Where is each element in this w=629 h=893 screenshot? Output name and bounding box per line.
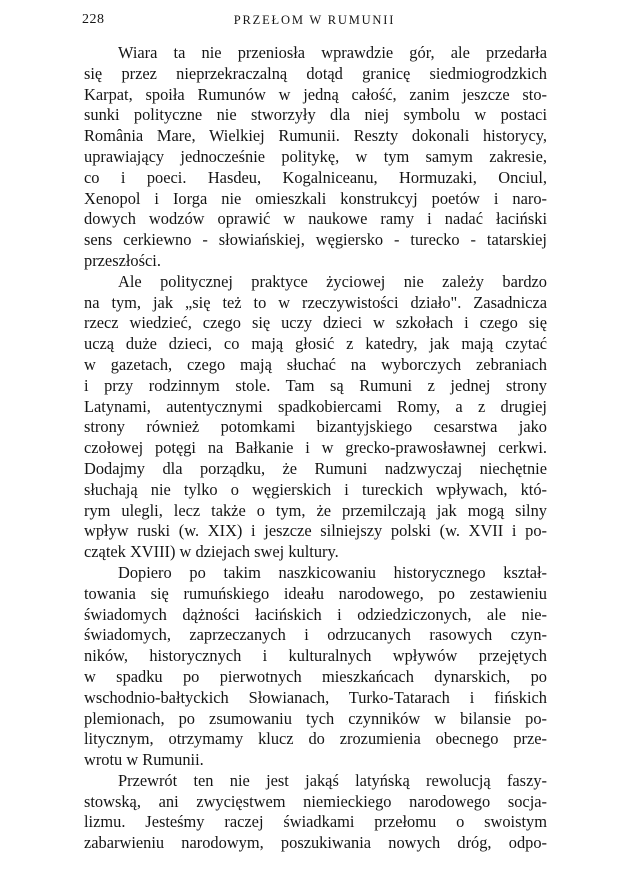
text-line: co i poeci. Hasdeu, Kogalniceanu, Hormuzaki, Onciul, bbox=[84, 167, 547, 187]
text-line: czątek XVIII) w dziejach swej kultury. bbox=[84, 542, 339, 562]
text-line: Dodajmy dla porządku, że Rumuni nadzwyczaj niechętnie bbox=[84, 458, 547, 478]
paragraph bbox=[84, 771, 547, 854]
text-line: uprawiający jednocześnie politykę, w tym samym zakresie, bbox=[84, 146, 547, 166]
paragraph bbox=[84, 563, 547, 771]
text-line: Xenopol i Iorga nie omieszkali konstrukcyj poetów i naro- bbox=[84, 188, 547, 208]
text-line: wrotu w Rumunii. bbox=[84, 750, 204, 770]
text-line: România Mare, Wielkiej Rumunii. Reszty dokonali historycy, bbox=[84, 126, 547, 146]
text-line: Karpat, spoiła Rumunów w jedną całość, zanim jeszcze sto- bbox=[84, 84, 547, 104]
text-line: czołowej potęgi na Bałkanie i w grecko-prawosławnej cerkwi. bbox=[84, 438, 547, 458]
text-line: i przy rodzinnym stole. Tam są Rumuni z jednej strony bbox=[84, 375, 547, 395]
text-line: plemionach, po zsumowaniu tych czynników w bilansie po- bbox=[84, 708, 547, 728]
text-line: świadomych, zaprzeczanych i odrzucanych rasowych czyn- bbox=[84, 625, 547, 645]
text-line: ników, historycznych i kulturalnych wpływów przejętych bbox=[84, 646, 547, 666]
text-line: słuchają nie tylko o węgierskich i tureckich wpływach, któ- bbox=[84, 479, 547, 499]
text-line: strony również potomkami bizantyjskiego cesarstwa jako bbox=[84, 417, 547, 437]
text-line: lizmu. Jesteśmy raczej świadkami przełomu o swoistym bbox=[84, 812, 547, 832]
text-line: wpływ ruski (w. XIX) i jeszcze silniejszy polski (w. XVII i po- bbox=[84, 521, 547, 541]
text-line: w gazetach, czego mają słuchać na wyborczych zebraniach bbox=[84, 354, 547, 374]
text-line: stowską, ani zwycięstwem niemieckiego narodowego socja- bbox=[84, 791, 547, 811]
text-line: Wiara ta nie przeniosła wprawdzie gór, ale przedarła bbox=[118, 43, 547, 62]
text-line: przeszłości. bbox=[84, 250, 161, 270]
text-line: Przewrót ten nie jest jakąś latyńską rewolucją faszy- bbox=[118, 770, 547, 790]
text-line: uczą duże dzieci, co mają głosić z katedry, jak mają czytać bbox=[84, 334, 547, 354]
text-line: na tym, jak „się też to w rzeczywistości działo". Zasadnicza bbox=[84, 292, 547, 312]
text-line: zabarwieniu narodowym, poszukiwania nowych dróg, odpo- bbox=[84, 833, 547, 853]
text-line: towania się rumuńskiego ideału narodowego, po zestawieniu bbox=[84, 583, 547, 603]
text-line: sens cerkiewno - słowiańskiej, węgiersko - turecko - tatarskiej bbox=[84, 230, 547, 250]
text-line: Latynami, autentycznymi spadkobiercami Romy, a z drugiej bbox=[84, 396, 547, 416]
body-text bbox=[84, 43, 547, 854]
text-line: Dopiero po takim naszkicowaniu historycznego kształ- bbox=[118, 562, 547, 582]
text-line: rym ulegli, lecz także o tym, że przemilczają jak mogą silny bbox=[84, 500, 547, 520]
text-line: świadomych dążności łacińskich i odziedziczonych, ale nie- bbox=[84, 604, 547, 624]
page-header bbox=[82, 12, 547, 30]
text-line: dowych wodzów oprawić w naukowe ramy i nadać łaciński bbox=[84, 209, 547, 229]
text-line: rzecz wiedzieć, czego się uczy dzieci w szkołach i czego się bbox=[84, 313, 547, 333]
page-number: 228 bbox=[82, 12, 105, 27]
text-line: sunki polityczne nie stworzyły dla niej symbolu w postaci bbox=[84, 105, 547, 125]
text-line: wschodnio-bałtyckich Słowianach, Turko-Tatarach i fińskich bbox=[84, 687, 547, 707]
running-title: PRZEŁOM W RUMUNII bbox=[233, 13, 396, 27]
text-line: w spadku po pierwotnych mieszkańcach dynarskich, po bbox=[84, 666, 547, 686]
paragraph bbox=[84, 272, 547, 563]
paragraph bbox=[84, 43, 547, 272]
text-line: się przez nieprzekraczalną dotąd granicę siedmiogrodzkich bbox=[84, 63, 547, 83]
text-line: Ale politycznej praktyce życiowej nie zależy bardzo bbox=[118, 271, 547, 291]
text-line: litycznym, otrzymamy klucz do zrozumienia obecnego prze- bbox=[84, 729, 547, 749]
